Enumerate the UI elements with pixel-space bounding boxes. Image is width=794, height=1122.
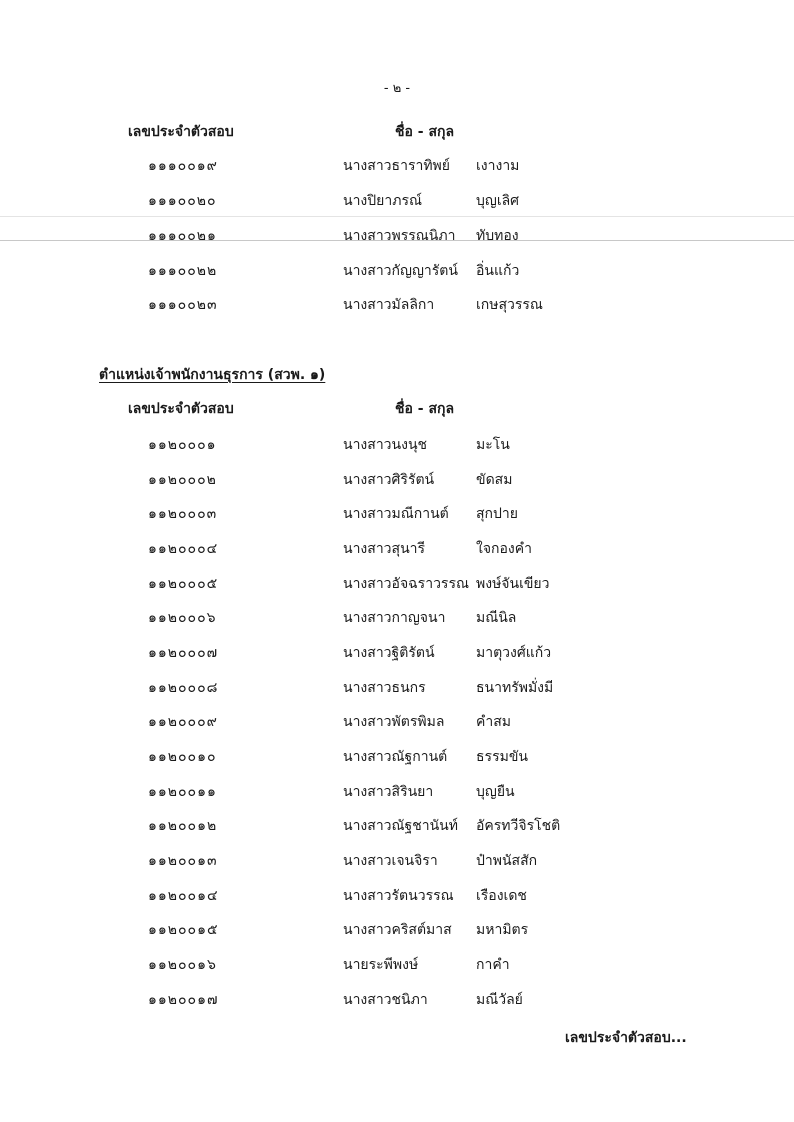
column-header-name: ชื่อ - สกุล — [395, 124, 455, 140]
table-row — [0, 607, 794, 627]
last-name: เกษสุวรรณ — [476, 297, 543, 313]
table-row — [0, 919, 794, 939]
last-name: มณีวัลย์ — [476, 992, 523, 1008]
first-name: นางสาวคริสต์มาส — [343, 922, 452, 938]
exam-id: ๑๑๒๐๐๑๗ — [148, 992, 219, 1008]
last-name: มะโน — [476, 437, 510, 453]
last-name: มาตุวงศ์แก้ว — [476, 645, 552, 661]
exam-id: ๑๑๑๐๐๑๙ — [148, 158, 218, 174]
last-name: พงษ์จันเขียว — [476, 576, 550, 592]
last-name: กาคำ — [476, 957, 510, 973]
first-name: นางสาวสิรินยา — [343, 784, 434, 800]
exam-id: ๑๑๒๐๐๐๕ — [148, 576, 219, 592]
first-name: นางสาวพัตรพิมล — [343, 714, 445, 730]
table-row — [0, 815, 794, 835]
table-row — [0, 538, 794, 558]
table-row — [0, 711, 794, 731]
first-name: นางสาวกัญญารัตน์ — [343, 263, 458, 279]
table-row — [0, 190, 794, 210]
first-name: นางสาวศิริรัตน์ — [343, 472, 435, 488]
first-name: นางสาวกาญจนา — [343, 610, 446, 626]
table-row — [0, 885, 794, 905]
column-header-exam-id: เลขประจำตัวสอบ — [128, 401, 234, 417]
first-name: นางสาวสุนารี — [343, 541, 426, 557]
table-row — [0, 989, 794, 1009]
first-name: นางสาวมัลลิกา — [343, 297, 435, 313]
last-name: ใจกองคำ — [476, 541, 532, 557]
first-name: นางสาวนงนุช — [343, 437, 428, 453]
first-name: นางสาวณัฐชานันท์ — [343, 818, 458, 834]
table-row — [0, 677, 794, 697]
first-name: นางสาวธาราทิพย์ — [343, 158, 450, 174]
table-row — [0, 260, 794, 280]
table-row — [0, 781, 794, 801]
table-row — [0, 573, 794, 593]
exam-id: ๑๑๒๐๐๑๕ — [148, 922, 219, 938]
first-name: นางสาวธนกร — [343, 680, 426, 696]
last-name: บุญยืน — [476, 784, 515, 800]
last-name: มหามิตร — [476, 922, 529, 938]
exam-id: ๑๑๒๐๐๑๓ — [148, 853, 218, 869]
first-name: นางสาวชนิภา — [343, 992, 428, 1008]
first-name: นายระพีพงษ์ — [343, 957, 419, 973]
last-name: เรืองเดช — [476, 888, 527, 904]
last-name: คำสม — [476, 714, 511, 730]
table-row — [0, 503, 794, 523]
first-name: นางสาวเจนจิรา — [343, 853, 438, 869]
last-name: ธรรมขัน — [476, 749, 528, 765]
table-row — [0, 642, 794, 662]
section-title: ตำแหน่งเจ้าพนักงานธุรการ (สวพ. ๑) — [99, 367, 326, 383]
last-name: สุกปาย — [476, 506, 518, 522]
last-name: เงางาม — [476, 158, 520, 174]
first-name: นางสาวอัจฉราวรรณ — [343, 576, 469, 592]
table-row — [0, 954, 794, 974]
exam-id: ๑๑๒๐๐๐๒ — [148, 472, 217, 488]
exam-id: ๑๑๒๐๐๐๖ — [148, 610, 217, 626]
first-name: นางสาวพรรณนิภา — [343, 228, 456, 244]
exam-id: ๑๑๒๐๐๐๓ — [148, 506, 218, 522]
first-name: นางสาวณัฐกานต์ — [343, 749, 448, 765]
exam-id: ๑๑๒๐๐๑๐ — [148, 749, 217, 765]
scan-artifact-line — [0, 216, 794, 217]
exam-id: ๑๑๒๐๐๐๘ — [148, 680, 219, 696]
exam-id: ๑๑๒๐๐๐๗ — [148, 645, 219, 661]
table-row — [0, 155, 794, 175]
last-name: ขัดสม — [476, 472, 513, 488]
first-name: นางสาวมณีกานต์ — [343, 506, 449, 522]
table-row — [0, 469, 794, 489]
table-row — [0, 850, 794, 870]
exam-id: ๑๑๑๐๐๒๒ — [148, 263, 218, 279]
exam-id: ๑๑๒๐๐๐๙ — [148, 714, 218, 730]
last-name: ป๋าพนัสสัก — [476, 853, 538, 869]
exam-id: ๑๑๒๐๐๑๒ — [148, 818, 218, 834]
exam-id: ๑๑๒๐๐๐๑ — [148, 437, 217, 453]
last-name: อิ่นแก้ว — [476, 263, 520, 279]
table-row — [0, 434, 794, 454]
last-name: ทับทอง — [476, 228, 519, 244]
exam-id: ๑๑๒๐๐๑๖ — [148, 957, 217, 973]
table-row — [0, 746, 794, 766]
continued-footer: เลขประจำตัวสอบ... — [565, 1030, 687, 1046]
table-row — [0, 225, 794, 245]
table-row — [0, 294, 794, 314]
exam-id: ๑๑๑๐๐๒๓ — [148, 297, 218, 313]
first-name: นางสาวรัตนวรรณ — [343, 888, 454, 904]
exam-id: ๑๑๑๐๐๒๐ — [148, 193, 217, 209]
last-name: อัครทวีจิรโชติ — [476, 818, 561, 834]
last-name: บุญเลิศ — [476, 193, 520, 209]
first-name: นางปิยาภรณ์ — [343, 193, 422, 209]
last-name: ธนาทรัพมั่งมี — [476, 680, 554, 696]
exam-id: ๑๑๑๐๐๒๑ — [148, 228, 217, 244]
column-header-name: ชื่อ - สกุล — [395, 401, 455, 417]
last-name: มณีนิล — [476, 610, 517, 626]
page-number: - ๒ - — [383, 81, 411, 96]
exam-id: ๑๑๒๐๐๑๑ — [148, 784, 217, 800]
exam-id: ๑๑๒๐๐๐๔ — [148, 541, 219, 557]
column-header-exam-id: เลขประจำตัวสอบ — [128, 124, 234, 140]
first-name: นางสาวฐิติรัตน์ — [343, 645, 435, 661]
exam-id: ๑๑๒๐๐๑๔ — [148, 888, 219, 904]
